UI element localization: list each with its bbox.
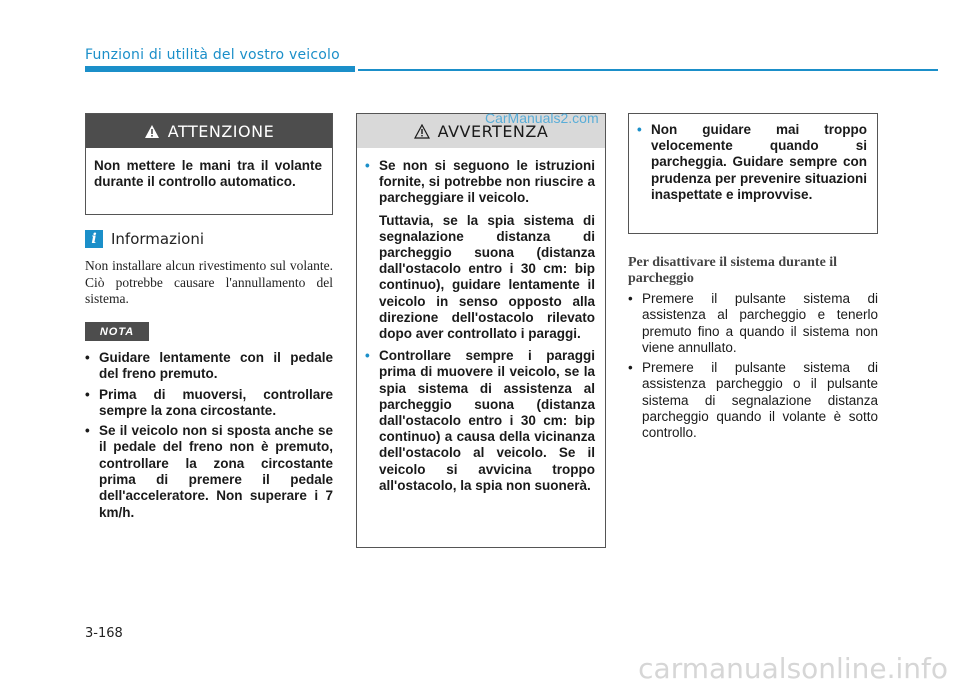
list-item: • Premere il pulsante sistema di assistenza al parcheggio e tenerlo premuto fino a quando il sistema non viene annullato. [628,291,878,355]
warning-triangle-icon [414,124,430,139]
list-item: • Se il veicolo non si sposta anche se il pedale del freno non è premuto, controllare la zona circostante prima di premere il pedale dell'acceleratore. Non superare i 7 km/h. [85,423,333,520]
list-item: • Non guidare mai troppo velocemente quando si parcheggia. Guidare sempre con prudenza per prevenire situazioni inaspettate e improvvise. [637,122,867,202]
avvertenza-box [356,113,606,548]
list-item-sub: Tuttavia, se la spia sistema di segnalazione distanza di parcheggio suona (distanza dall'ostacolo entro i 30 cm: bip continuo), guidare lentamente il veicolo in senso opposto alla direzione dell'ostacolo rilevato dopo aver controllato i paraggi. [379,212,595,342]
attenzione-header [86,114,332,148]
avvertenza-title: AVVERTENZA [437,121,549,141]
informazioni-text: Non installare alcun rivestimento sul volante. Ciò potrebbe causare l'annullamento del sistema. [85,258,333,306]
section-title: Per disattivare il sistema durante il parcheggio [628,255,838,286]
nota-badge: NOTA [85,322,149,341]
list-item: • Prima di muoversi, controllare sempre la zona circostante. [85,386,333,418]
page-number: 3-168 [85,626,123,641]
header-bar-accent [85,66,355,72]
nota-list [85,350,333,525]
warning-triangle-icon [144,124,160,139]
disattivare-list [628,291,878,446]
list-item: • Controllare sempre i paraggi prima di muovere il veicolo, se la spia sistema di assistenza al parcheggio suona (distanza dall'ostacolo entro i 30 cm: bip continuo) a causa della vicinanza dell'ostacolo al veicolo. Se il veicolo si avvicina troppo all'ostacolo, la spia non suonerà. [365,348,595,493]
attenzione-box [85,113,333,215]
attenzione-title: ATTENZIONE [167,121,275,141]
list-item: • Se non si seguono le istruzioni fornite, si potrebbe non riuscire a parcheggiare il veicolo. [365,158,595,206]
watermark-bottom: carmanualsonline.info [638,652,948,685]
informazioni-title: Informazioni [111,230,204,248]
info-icon: i [85,230,103,248]
attenzione-body: Non mettere le mani tra il volante durante il controllo automatico. [94,158,322,190]
warning-box-continued [628,113,878,234]
header-title: Funzioni di utilità del vostro veicolo [85,47,340,63]
informazioni-heading [85,230,204,248]
avvertenza-body [357,148,605,510]
list-item: • Guidare lentamente con il pedale del freno premuto. [85,350,333,382]
watermark-top: CarManuals2.com [485,110,599,126]
header-rule [358,69,938,71]
list-item: • Premere il pulsante sistema di assistenza parcheggio o il pulsante sistema di segnalazione distanza parcheggio quando il volante è sotto controllo. [628,360,878,441]
warning-body [629,114,877,219]
